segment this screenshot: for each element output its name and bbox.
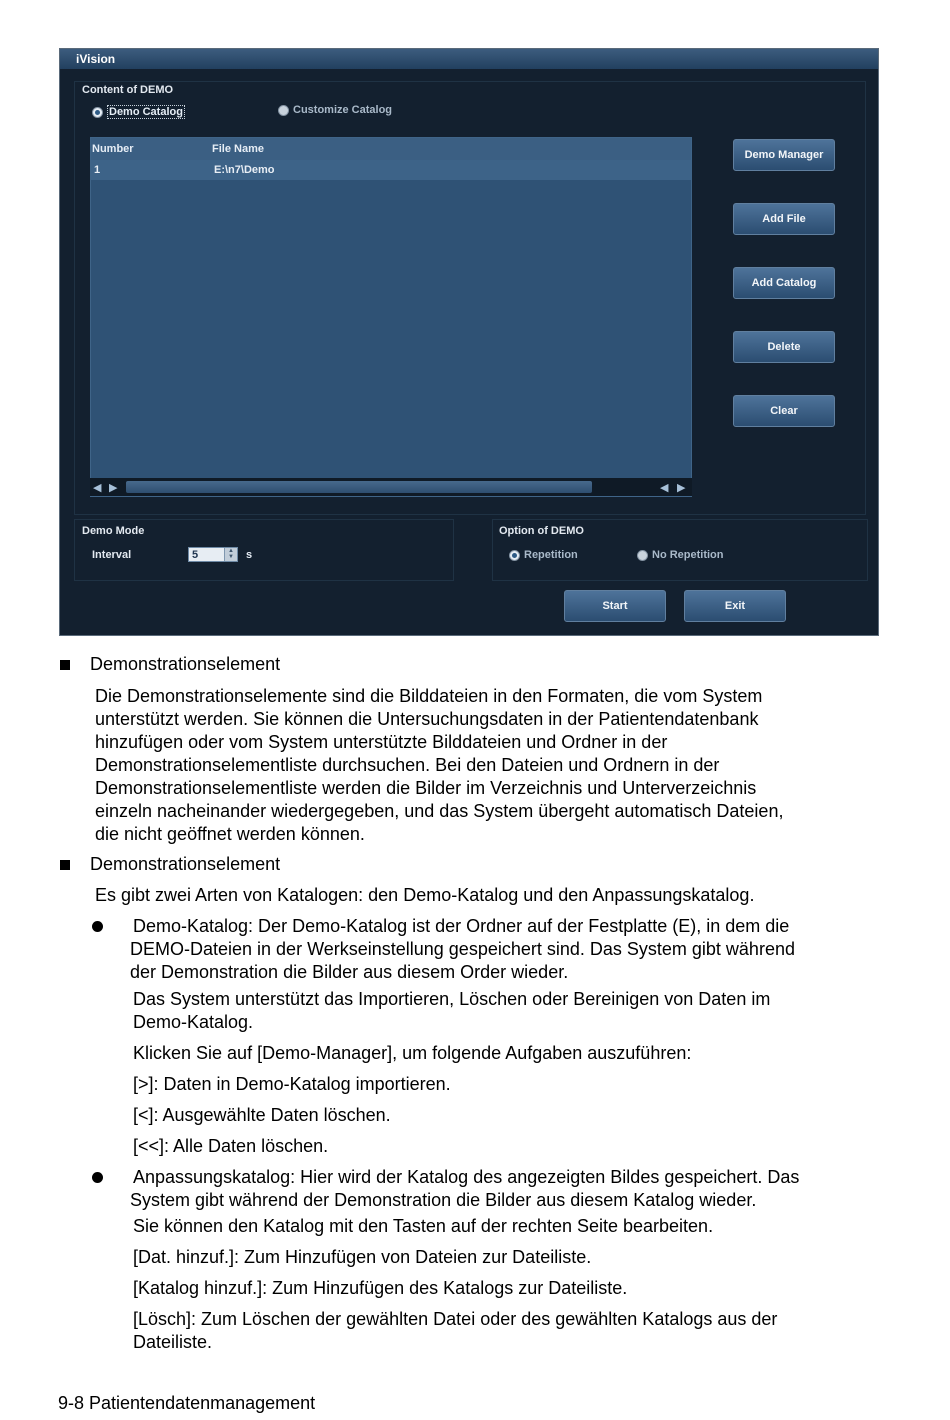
interval-spinbox[interactable]: [188, 547, 238, 562]
radio-customize-catalog[interactable]: [278, 104, 392, 116]
column-header-number[interactable]: Number: [92, 143, 134, 155]
radio-selected-icon: [509, 550, 520, 561]
para1-line: hinzufügen oder vom System unterstützte Bilddateien und Ordner in der: [95, 732, 668, 752]
radio-repetition-label: Repetition: [524, 549, 578, 561]
radio-unselected-icon: [637, 550, 648, 561]
radio-no-repetition-label: No Repetition: [652, 549, 724, 561]
bullet1-item: [<<]: Alle Daten löschen.: [133, 1136, 329, 1156]
scroll-left-end-icon[interactable]: ◀: [660, 482, 669, 494]
bullet1-click: Klicken Sie auf [Demo-Manager], um folgende Aufgaben auszuführen:: [133, 1043, 692, 1063]
page-footer: 9-8 Patientendatenmanagement: [58, 1393, 316, 1413]
square-bullet-icon: [60, 860, 70, 870]
cell-file-name: E:\n7\Demo: [214, 164, 275, 176]
bullet2-line: System gibt während der Demonstration die Bilder aus diesem Katalog wieder.: [130, 1190, 757, 1210]
option-of-demo-label: Option of DEMO: [499, 525, 584, 537]
para1-line: einzeln nacheinander wiedergegeben, und das System übergeht automatisch Dateien,: [95, 801, 784, 821]
table-header: [91, 138, 691, 161]
scroll-right-icon[interactable]: ▶: [109, 482, 118, 494]
start-button[interactable]: Start: [564, 590, 666, 622]
cell-number: 1: [94, 164, 101, 176]
round-bullet-icon: [92, 921, 103, 932]
table-row[interactable]: [91, 160, 691, 180]
interval-label: Interval: [92, 549, 132, 561]
bullet1-sub-line: Demo-Katalog.: [133, 1012, 254, 1032]
bullet2-last-line: [Lösch]: Zum Löschen der gewählten Datei oder des gewählten Katalogs aus der: [133, 1309, 778, 1329]
add-catalog-button[interactable]: Add Catalog: [733, 267, 835, 299]
demo-mode-label: Demo Mode: [82, 525, 145, 537]
heading-demonstrationselement-2: Demonstrationselement: [90, 854, 281, 874]
bullet2-last-line: Dateiliste.: [133, 1332, 213, 1352]
para1-line: Demonstrationselementliste werden die Bilder im Verzeichnis und Unterverzeichnis: [95, 778, 757, 798]
ivision-demo-dialog: [59, 48, 879, 636]
para1-line: unterstützt werden. Sie können die Untersuchungsdaten in der Patientendatenbank: [95, 709, 759, 729]
para1-line: die nicht geöffnet werden können.: [95, 824, 365, 844]
exit-button[interactable]: Exit: [684, 590, 786, 622]
content-group-label: Content of DEMO: [82, 84, 174, 96]
demo-manager-button[interactable]: Demo Manager: [733, 139, 835, 171]
para2: Es gibt zwei Arten von Katalogen: den Demo-Katalog und den Anpassungskatalog.: [95, 885, 755, 905]
bullet2-item: [Katalog hinzuf.]: Zum Hinzufügen des Katalogs zur Dateiliste.: [133, 1278, 628, 1298]
interval-value: 5: [192, 549, 199, 561]
window-title: iVision: [60, 49, 878, 69]
scroll-right-end-icon[interactable]: ▶: [677, 482, 686, 494]
bullet1-line: Demo-Katalog: Der Demo-Katalog ist der Ordner auf der Festplatte (E), in dem die: [133, 916, 790, 936]
bullet2-item: [Dat. hinzuf.]: Zum Hinzufügen von Dateien zur Dateiliste.: [133, 1247, 592, 1267]
scrollbar-thumb[interactable]: [126, 481, 592, 493]
interval-unit: s: [246, 549, 253, 561]
bullet2-line: Anpassungskatalog: Hier wird der Katalog des angezeigten Bildes gespeichert. Das: [133, 1167, 800, 1187]
bullet1-line: der Demonstration die Bilder aus diesem Order wieder.: [130, 962, 569, 982]
file-table[interactable]: [90, 137, 692, 497]
add-file-button[interactable]: Add File: [733, 203, 835, 235]
radio-demo-catalog[interactable]: [92, 105, 185, 119]
para1-line: Die Demonstrationselemente sind die Bilddateien in den Formaten, die vom System: [95, 686, 763, 706]
scroll-left-icon[interactable]: ◀: [93, 482, 102, 494]
radio-selected-icon: [92, 107, 103, 118]
square-bullet-icon: [60, 660, 70, 670]
para1-line: Demonstrationselementliste durchsuchen. Bei den Dateien und Ordnern in der: [95, 755, 720, 775]
column-header-file-name[interactable]: File Name: [212, 143, 264, 155]
horizontal-scrollbar[interactable]: [90, 478, 692, 496]
radio-unselected-icon: [278, 105, 289, 116]
round-bullet-icon: [92, 1172, 103, 1183]
bullet1-item: [>]: Daten in Demo-Katalog importieren.: [133, 1074, 451, 1094]
radio-no-repetition[interactable]: [637, 549, 724, 561]
bullet1-line: DEMO-Dateien in der Werkseinstellung gespeichert sind. Das System gibt während: [130, 939, 795, 959]
radio-demo-catalog-label: Demo Catalog: [109, 106, 183, 118]
heading-demonstrationselement-1: Demonstrationselement: [90, 654, 281, 674]
bullet1-item: [<]: Ausgewählte Daten löschen.: [133, 1105, 391, 1125]
spin-arrows-icon[interactable]: ▲ ▼: [224, 548, 237, 561]
bullet2-sub: Sie können den Katalog mit den Tasten auf der rechten Seite bearbeiten.: [133, 1216, 714, 1236]
radio-customize-catalog-label: Customize Catalog: [293, 104, 393, 116]
clear-button[interactable]: Clear: [733, 395, 835, 427]
radio-repetition[interactable]: [509, 549, 578, 561]
bullet1-sub-line: Das System unterstützt das Importieren, Löschen oder Bereinigen von Daten im: [133, 989, 771, 1009]
delete-button[interactable]: Delete: [733, 331, 835, 363]
